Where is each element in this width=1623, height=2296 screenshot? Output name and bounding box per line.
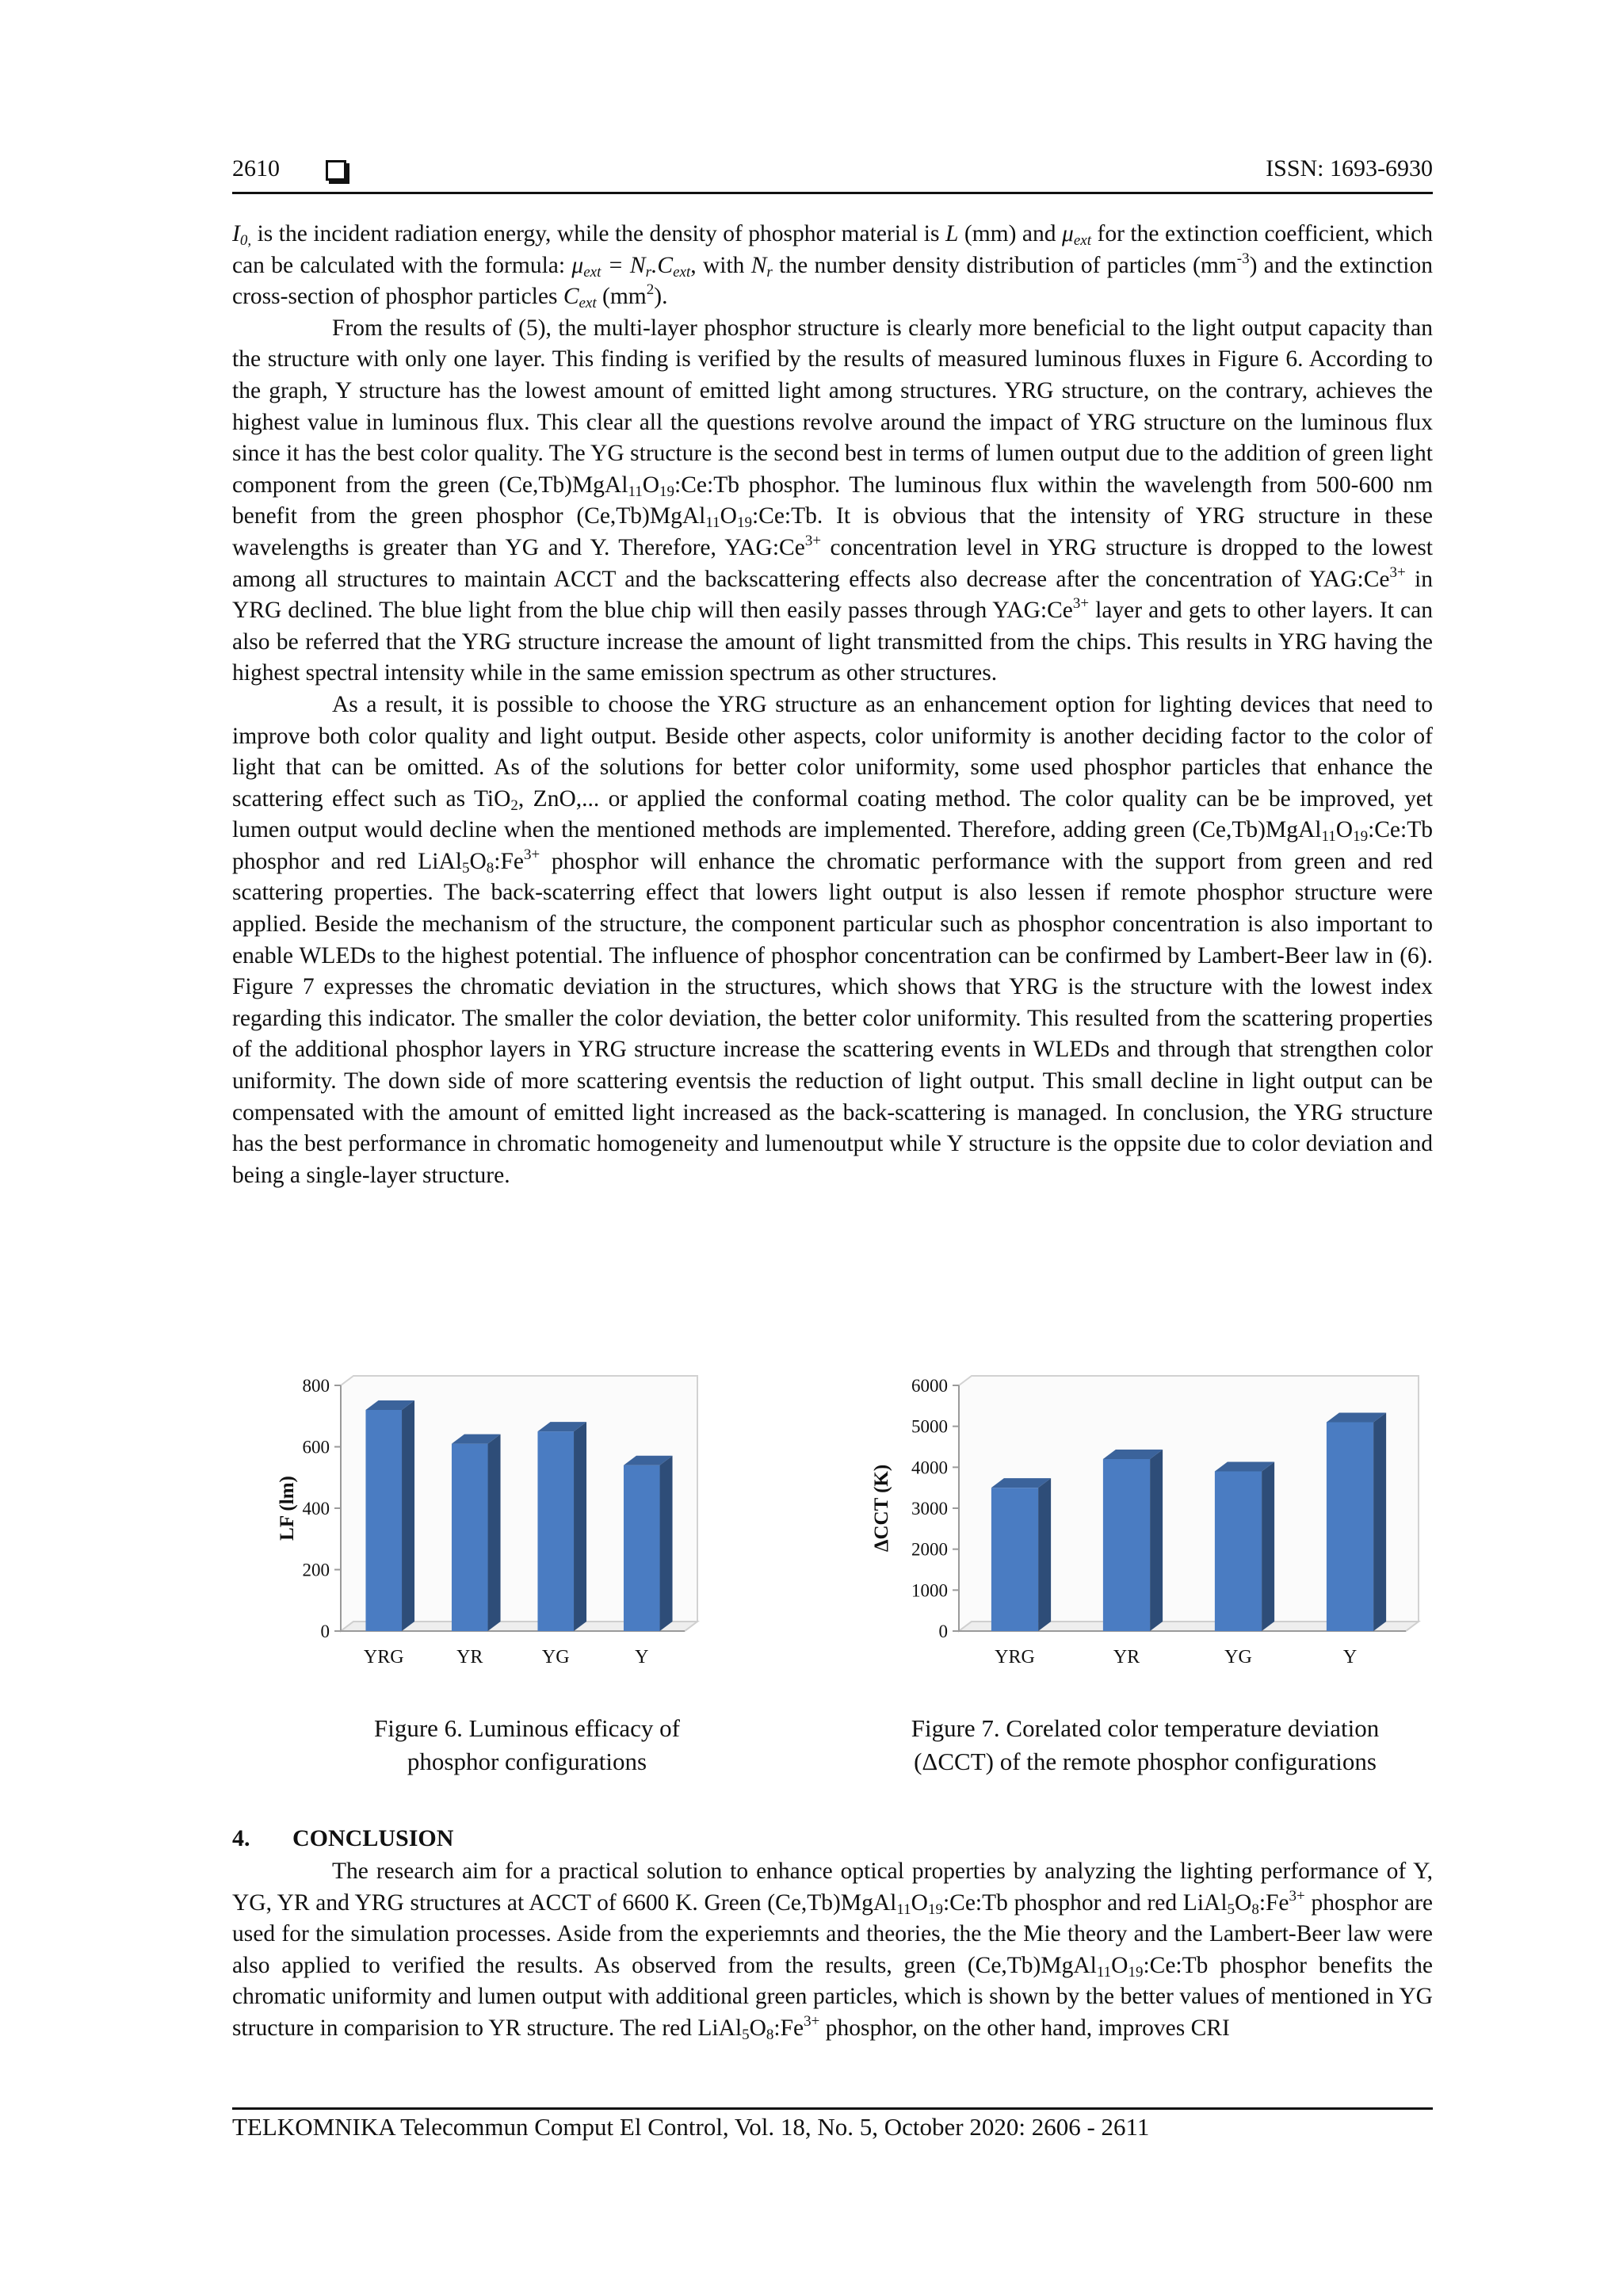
bar-side [1262, 1462, 1274, 1632]
bar-front [452, 1444, 488, 1631]
y-tick-label: 0 [320, 1622, 330, 1641]
section-number: 4. [232, 1825, 250, 1851]
bar-front [991, 1488, 1038, 1631]
bar-side [488, 1435, 501, 1631]
x-tick-label: Y [635, 1647, 649, 1668]
y-tick-label: 6000 [911, 1376, 948, 1396]
figure-7-chart [864, 1362, 1434, 1694]
bar-front [624, 1465, 660, 1631]
section-heading [232, 1825, 453, 1852]
x-tick-label: YR [1113, 1647, 1140, 1668]
bar-front [365, 1410, 402, 1631]
issn-label: ISSN: 1693-6930 [1266, 155, 1433, 181]
paragraph-2: From the results of (5), the multi-layer phosphor structure is clearly more beneficial to the light output capacity than the structure with only one layer. This finding is verified by the results of measured luminous fluxes in Figure 6. According to the graph, Y structure has the lowest amount of emitted light among structures. YRG structure, on the contrary, achieves the highest value in luminous flux. This clear all the questions revolve around the impact of YRG structure on the luminous flux since it has the best color quality. The YG structure is the second best in terms of lumen output due to the addition of green light component from the green $(Ce,Tb)MgAl_{11}O_{19}:Ce:Tb$ phosphor. The luminous flux within the wavelength from 500-600 nm benefit from the green phosphor $(Ce,Tb)MgAl_{11}O_{19}:Ce:Tb$. It is obvious that the intensity of YRG structure in these wavelengths is greater than YG and Y. Therefore, $YAG:Ce^{3+}$ concentration level in YRG structure is dropped to the lowest among all structures to maintain ACCT and the backscattering effects also decrease after the concentration of $YAG:Ce^{3+}$ in YRG declined. The blue light from the blue chip will then easily passes through $YAG:Ce^{3+}$ layer and gets to other layers. It can also be referred that the YRG structure increase the amount of light transmitted from the chips. This results in YRG having the highest spectral intensity while in the same emission spectrum as other structures. [232, 315, 1433, 686]
y-tick-label: 4000 [911, 1457, 948, 1478]
conclusion-text [232, 1856, 1433, 2045]
bar-front [537, 1431, 574, 1631]
y-tick-label: 800 [302, 1376, 330, 1396]
bar-side [1038, 1478, 1051, 1631]
section-title: CONCLUSION [292, 1825, 454, 1851]
page-number: 2610 [232, 155, 280, 181]
y-axis-label: LF (lm) [277, 1476, 298, 1541]
footer-rule [232, 2107, 1433, 2110]
y-tick-label: 600 [302, 1437, 330, 1457]
x-tick-label: YRG [363, 1647, 404, 1668]
x-tick-label: YG [541, 1647, 570, 1668]
x-tick-label: YRG [995, 1647, 1035, 1668]
bar-front [1215, 1472, 1262, 1632]
bar-side [660, 1456, 673, 1631]
bar-side [402, 1400, 414, 1631]
y-tick-label: 200 [302, 1560, 330, 1580]
y-tick-label: 0 [938, 1622, 948, 1641]
bar-front [1103, 1459, 1150, 1631]
page-header [232, 155, 1433, 192]
figure-6-chart [269, 1362, 713, 1694]
checkbox-square-icon [326, 160, 346, 181]
figure-6-caption: Figure 6. Luminous efficacy of phosphor configurations [374, 1714, 680, 1775]
x-tick-label: Y [1342, 1647, 1358, 1668]
conclusion-paragraph: The research aim for a practical solution to enhance optical properties by analyzing the lighting performance of Y, YG, YR and YRG structures at ACCT of 6600 K. Green $(Ce,Tb)MgAl_{11}O_{19}:Ce:Tb$ phosphor and red $LiAl_5O_8:Fe^{3+}$ phosphor are used for the simulation processes. Aside from the experiemnts and theories, the the Mie theory and the Lambert-Beer law were also applied to verified the results. As observed from the results, green $(Ce,Tb)MgAl_{11}O_{19}:Ce:Tb$ phosphor benefits the chromatic uniformity and lumen output with additional green particles, which is shown by the better values of mentioned in YG structure in comparision to YR structure. The red $LiAl_5O_8:Fe^{3+}$ phosphor, on the other hand, improves CRI [232, 1859, 1433, 2043]
body-text [232, 219, 1433, 1191]
bar-side [1373, 1413, 1386, 1632]
y-tick-label: 1000 [911, 1580, 948, 1601]
header-rule [232, 192, 1433, 194]
chart-dcct-svg [864, 1362, 1434, 1694]
x-tick-label: YG [1224, 1647, 1252, 1668]
figure-7-caption: Figure 7. Corelated color temperature deviation (ΔCCT) of the remote phosphor configurations [911, 1714, 1380, 1775]
y-tick-label: 3000 [911, 1499, 948, 1519]
bar-side [1150, 1450, 1163, 1631]
y-tick-label: 400 [302, 1499, 330, 1519]
paragraph-3: As a result, it is possible to choose the YRG structure as an enhancement option for lighting devices that need to improve both color quality and light output. Beside other aspects, color uniformity is another deciding factor to the color of light that can be omitted. As of the solutions for better color uniformity, some used phosphor particles that enhance the scattering effect such as TiO$_2$, ZnO,... or applied the conformal coating method. The color quality can be be improved, yet lumen output would decline when the mentioned methods are implemented. Therefore, adding green $(Ce,Tb)MgAl_{11}O_{19}:Ce:Tb$ phosphor and red $LiAl_5O_8:Fe^{3+}$ phosphor will enhance the chromatic performance with the support from green and red scattering properties. The back-scaterring effect that lowers light output is also lessen if remote phosphor structure were applied. Beside the mechanism of the structure, the component particular such as phosphor concentration is also important to enable WLEDs to the highest potential. The influence of phosphor concentration can be confirmed by Lambert-Beer law in (6). Figure 7 expresses the chromatic deviation in the structures, which shows that YRG is the structure with the lowest index regarding this indicator. The smaller the color deviation, the better color uniformity. This resulted from the scattering properties of the additional phosphor layers in YRG structure increase the scattering events in WLEDs and through that strengthen color uniformity. The down side of more scattering eventsis the reduction of light output. This small decline in light output can be compensated with the amount of emitted light increased as the back-scattering is managed. In conclusion, the YRG structure has the best performance in chromatic homogeneity and lumenoutput while Y structure is the oppsite due to color deviation and being a single-layer structure. [232, 691, 1434, 1188]
bar-front [1327, 1423, 1373, 1632]
bar-side [574, 1422, 586, 1631]
x-tick-label: YR [456, 1647, 483, 1668]
y-axis-label: ΔCCT (K) [871, 1464, 892, 1553]
y-tick-label: 2000 [911, 1539, 948, 1560]
paragraph-1: $I_{0,}$ is the incident radiation energy, while the density of phosphor material is L (mm) and $\mu_{ext}$ for the extinction coefficient, which can be calculated with the formula: $\mu_{ext} = N_r.C_{ext}$, with $N_r$ the number density distribution of particles $(mm^{-3})$ and the extinction cross-section of phosphor particles $C_{ext}$ $(mm^2)$. [232, 221, 1433, 312]
chart-lf-svg [269, 1362, 713, 1694]
page-footer: TELKOMNIKA Telecommun Comput El Control, Vol. 18, No. 5, October 2020: 2606 - 2611 [232, 2113, 1150, 2141]
y-tick-label: 5000 [911, 1416, 948, 1437]
